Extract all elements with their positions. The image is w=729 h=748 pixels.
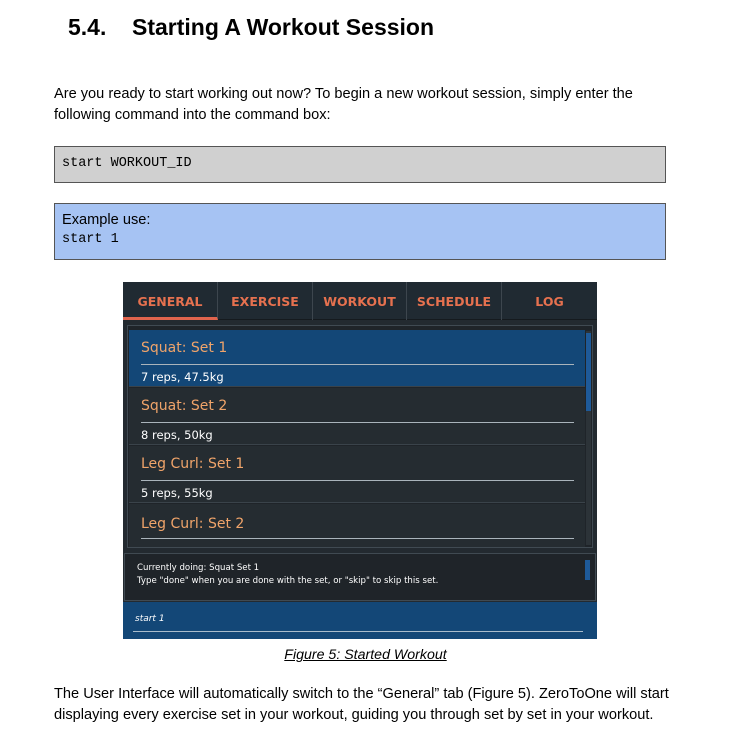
section-title: Starting A Workout Session bbox=[132, 14, 435, 40]
tab-general[interactable]: GENERAL bbox=[123, 282, 218, 320]
tab-exercise[interactable]: EXERCISE bbox=[218, 282, 313, 320]
tab-log[interactable]: LOG bbox=[535, 294, 564, 309]
divider bbox=[141, 538, 574, 539]
command-input-underline bbox=[133, 631, 583, 632]
status-panel bbox=[124, 553, 596, 601]
divider bbox=[141, 480, 574, 481]
set-detail: 8 reps, 50kg bbox=[141, 428, 213, 442]
intro-paragraph: Are you ready to start working out now? To begin a new workout session, simply enter the following command into the command box: bbox=[54, 86, 633, 123]
set-name: Leg Curl: Set 1 bbox=[141, 456, 245, 472]
list-scrollbar-thumb[interactable] bbox=[586, 333, 591, 411]
set-name: Squat: Set 2 bbox=[141, 398, 228, 414]
figure-caption-wrap bbox=[0, 646, 729, 664]
tab-workout[interactable]: WORKOUT bbox=[313, 282, 407, 320]
set-list bbox=[127, 325, 593, 548]
status-scrollbar[interactable] bbox=[585, 560, 590, 580]
status-current: Currently doing: Squat Set 1 bbox=[137, 563, 260, 573]
tab-schedule[interactable]: SCHEDULE bbox=[407, 282, 502, 320]
figure-caption: Figure 5: Started Workout bbox=[284, 647, 447, 663]
app-screenshot bbox=[123, 282, 597, 639]
status-instructions: Type "done" when you are done with the set, or "skip" to skip this set. bbox=[137, 576, 439, 586]
list-item[interactable] bbox=[129, 388, 585, 445]
example-label: Example use: bbox=[62, 212, 151, 228]
command-syntax-box: start WORKOUT_ID bbox=[54, 146, 666, 183]
set-name: Leg Curl: Set 2 bbox=[141, 516, 245, 532]
example-code: start 1 bbox=[62, 232, 119, 247]
command-input[interactable] bbox=[123, 602, 597, 639]
list-item[interactable] bbox=[129, 446, 585, 503]
divider bbox=[141, 364, 574, 365]
example-box bbox=[54, 203, 666, 260]
list-item[interactable] bbox=[129, 330, 585, 387]
tab-bar bbox=[123, 282, 597, 320]
set-name: Squat: Set 1 bbox=[141, 340, 228, 356]
section-heading bbox=[68, 14, 434, 41]
set-detail: 5 reps, 55kg bbox=[141, 486, 213, 500]
set-detail: 7 reps, 47.5kg bbox=[141, 370, 224, 384]
closing-paragraph: The User Interface will automatically switch to the “General” tab (Figure 5). ZeroToOne will start displaying every exercise set in your workout, guiding you through set by set in your workout. bbox=[54, 686, 669, 723]
divider bbox=[141, 422, 574, 423]
list-item[interactable] bbox=[129, 504, 585, 548]
section-number: 5.4. bbox=[68, 14, 107, 40]
command-input-text: start 1 bbox=[135, 614, 165, 624]
